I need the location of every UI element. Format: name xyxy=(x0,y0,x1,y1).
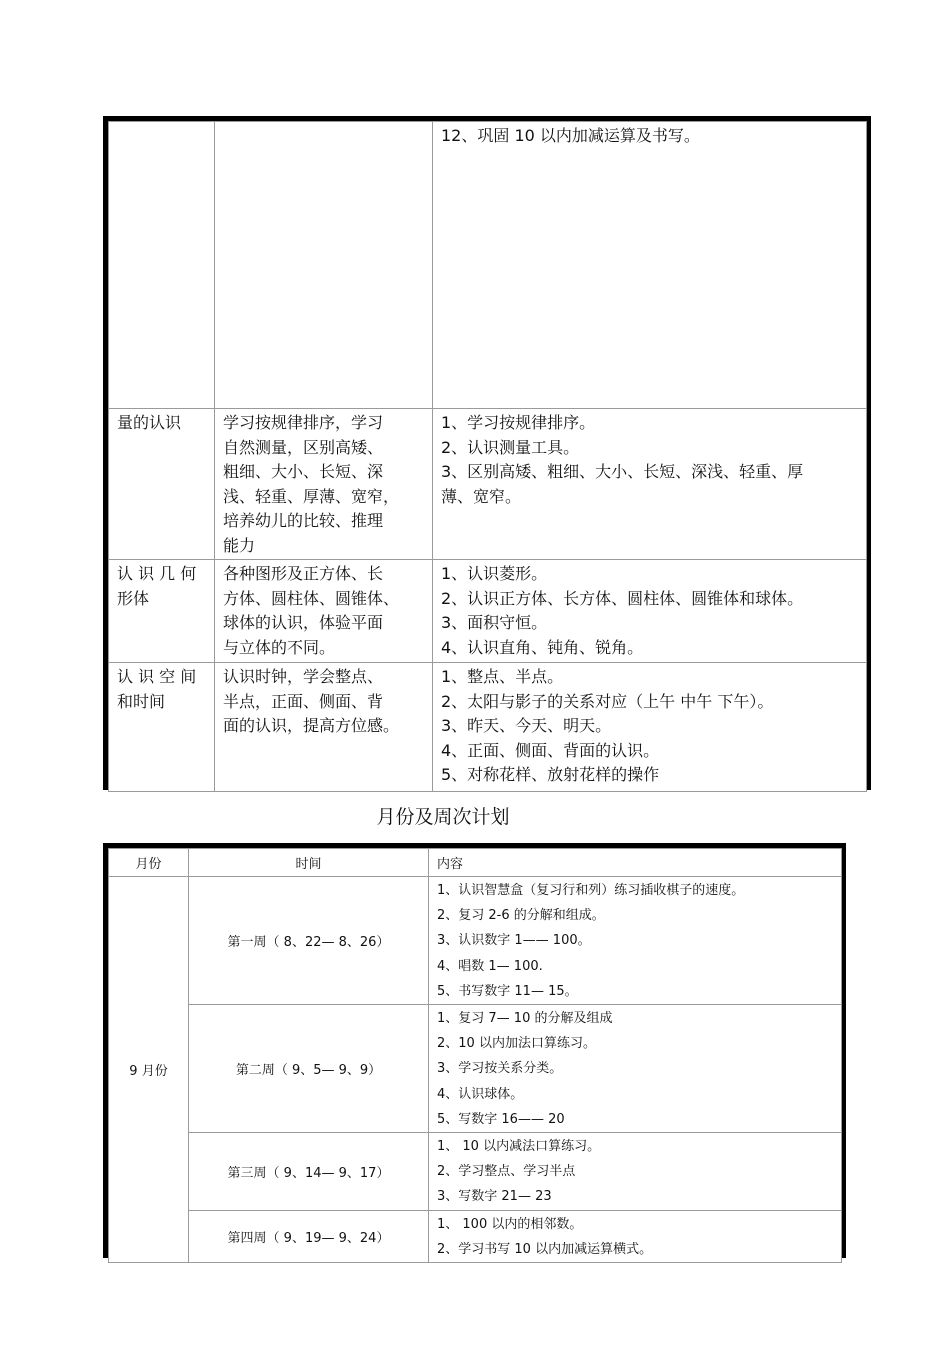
week-label: 第二周（ 9、5— 9、9） xyxy=(189,1005,429,1133)
goal-line: 粗细、大小、长短、深 xyxy=(223,462,384,481)
list-item: 3、学习按关系分类。 xyxy=(437,1061,563,1077)
goal-line: 认识时钟，学会整点、 xyxy=(223,667,384,686)
plan-table xyxy=(108,848,842,1263)
goal-cell xyxy=(215,560,433,663)
goal-cell xyxy=(215,409,433,560)
week-label: 第四周（ 9、19— 9、24） xyxy=(189,1210,429,1262)
category-label: 和时间 xyxy=(117,691,166,711)
list-item: 3、面积守恒。 xyxy=(441,613,548,632)
list-item: 2、10 以内加法口算练习。 xyxy=(437,1036,596,1052)
header-time: 时间 xyxy=(189,849,429,877)
goal-line: 自然测量，区别高矮、 xyxy=(223,437,384,457)
list-item: 1、学习按规律排序。 xyxy=(441,413,596,432)
goal-line: 方体、圆柱体、圆锥体、 xyxy=(223,588,400,608)
week-content xyxy=(429,877,842,1005)
items-cell xyxy=(433,122,867,409)
ability-table xyxy=(108,121,867,792)
list-item: 4、唱数 1— 100. xyxy=(437,958,543,974)
list-item: 2、认识正方体、长方体、圆柱体、圆锥体和球体。 xyxy=(441,588,804,608)
category-label: 形体 xyxy=(117,588,150,608)
list-item: 1、认识智慧盒（复习行和列）练习插收棋子的速度。 xyxy=(437,883,745,898)
header-month: 月份 xyxy=(109,849,189,877)
list-item: 1、 100 以内的相邻数。 xyxy=(437,1216,583,1232)
table-row xyxy=(109,1133,842,1211)
table-row xyxy=(109,877,842,1005)
table-row xyxy=(109,663,867,792)
category-cell xyxy=(109,560,215,663)
category-cell xyxy=(109,663,215,792)
table-row xyxy=(109,1005,842,1133)
list-item: 1、复习 7— 10 的分解及组成 xyxy=(437,1011,613,1027)
list-item: 1、认识菱形。 xyxy=(441,564,548,583)
list-item: 2、复习 2-6 的分解和组成。 xyxy=(437,908,605,924)
week-content xyxy=(429,1210,842,1262)
table-row xyxy=(109,1210,842,1262)
items-cell xyxy=(433,663,867,792)
goal-line: 培养幼儿的比较、推理 xyxy=(223,511,384,530)
table-row xyxy=(109,560,867,663)
header-content: 内容 xyxy=(429,849,842,877)
items-cell xyxy=(433,409,867,560)
list-item: 5、写数字 16—— 20 xyxy=(437,1111,565,1127)
goal-line: 面的认识，提高方位感。 xyxy=(223,716,400,735)
list-item: 2、太阳与影子的关系对应（上午 中午 下午）。 xyxy=(441,691,774,711)
goal-line: 学习按规律排序，学习 xyxy=(223,413,384,432)
items-cell xyxy=(433,560,867,663)
table-header-row xyxy=(109,849,842,877)
plan-title: 月份及周次计划 xyxy=(376,806,510,828)
list-item: 4、认识直角、钝角、锐角。 xyxy=(441,637,644,657)
category-label: 量的认识 xyxy=(117,413,182,432)
list-item: 2、认识测量工具。 xyxy=(441,437,580,457)
plan-table-frame xyxy=(103,843,846,1258)
goal-line: 与立体的不同。 xyxy=(223,637,336,657)
list-item: 5、对称花样、放射花样的操作 xyxy=(441,765,660,784)
goal-cell xyxy=(215,122,433,409)
list-item: 1、 10 以内减法口算练习。 xyxy=(437,1139,601,1155)
list-item: 4、认识球体。 xyxy=(437,1086,524,1102)
category-cell xyxy=(109,409,215,560)
goal-line: 各种图形及正方体、长 xyxy=(223,564,384,583)
list-item: 4、正面、侧面、背面的认识。 xyxy=(441,740,660,760)
week-label: 第一周（ 8、22— 8、26） xyxy=(189,877,429,1005)
list-item: 3、区别高矮、粗细、大小、长短、深浅、轻重、厚薄、宽窄。 xyxy=(441,462,804,506)
month-cell: 9 月份 xyxy=(109,877,189,1263)
list-item: 12、巩固 10 以内加减运算及书写。 xyxy=(441,126,700,145)
table-row xyxy=(109,122,867,409)
category-label: 认 识 几 何 xyxy=(117,564,197,583)
week-content xyxy=(429,1005,842,1133)
category-cell xyxy=(109,122,215,409)
table-row xyxy=(109,409,867,560)
goal-cell xyxy=(215,663,433,792)
goal-line: 半点，正面、侧面、背 xyxy=(223,691,384,711)
goal-line: 球体的认识，体验平面 xyxy=(223,613,384,632)
list-item: 1、整点、半点。 xyxy=(441,667,564,686)
week-content xyxy=(429,1133,842,1211)
list-item: 3、昨天、今天、明天。 xyxy=(441,716,612,735)
list-item: 3、写数字 21— 23 xyxy=(437,1189,552,1205)
list-item: 2、学习整点、学习半点 xyxy=(437,1164,576,1180)
goal-line: 能力 xyxy=(223,535,256,555)
list-item: 5、书写数字 11— 15。 xyxy=(437,983,578,999)
category-label: 认 识 空 间 xyxy=(117,667,197,686)
list-item: 2、学习书写 10 以内加减运算横式。 xyxy=(437,1241,653,1257)
list-item: 3、认识数字 1—— 100。 xyxy=(437,933,591,949)
week-label: 第三周（ 9、14— 9、17） xyxy=(189,1133,429,1211)
goal-line: 浅、轻重、厚薄、宽窄， xyxy=(223,486,400,506)
ability-table-frame xyxy=(103,116,871,790)
